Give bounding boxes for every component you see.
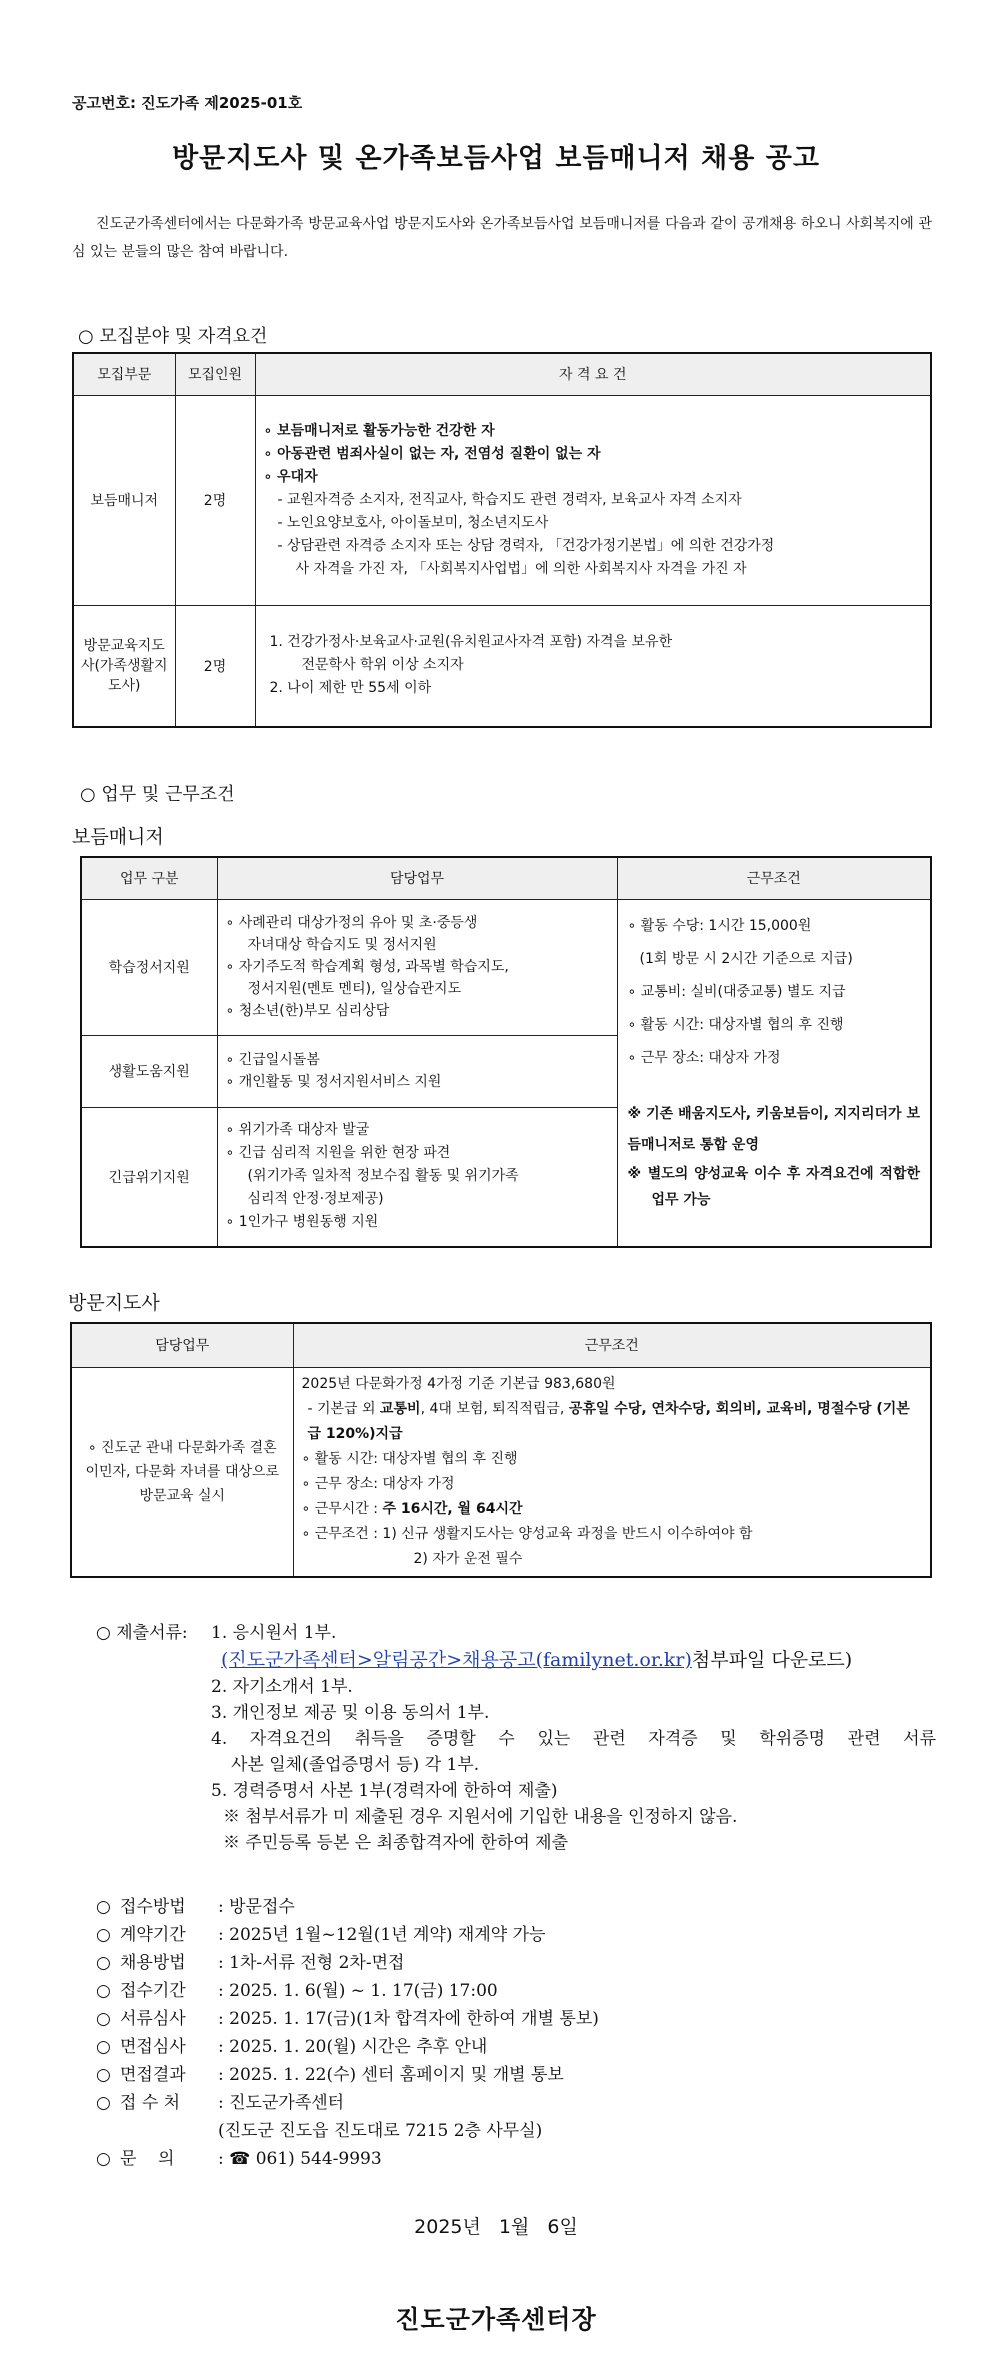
table-row xyxy=(71,1367,931,1577)
info-label: 접수방법 xyxy=(120,1897,186,1917)
condition-time: ∘ 활동 시간: 대상자별 협의 후 진행 xyxy=(301,1450,518,1467)
info-row xyxy=(96,2061,936,2089)
allow-mid: , 4대 보험, 퇴직적립금, xyxy=(420,1400,569,1417)
bodeum-note: ※ 기존 배움지도사, 키움보듬이, 지지리더가 보듬매니저로 통합 운영 xyxy=(627,1105,920,1153)
table-header-row xyxy=(71,1323,931,1367)
duty-item: ∘ 긴급일시돌봄 xyxy=(225,1052,320,1068)
info-value: : 2025. 1. 20(월) 시간은 추후 안내 xyxy=(218,2037,488,2057)
count-bodeum: 2명 xyxy=(175,395,255,605)
table-header-row xyxy=(73,353,931,395)
info-row xyxy=(96,2145,936,2173)
info-value: : ☎ 061) 544-9993 xyxy=(218,2149,382,2169)
info-label: 서류심사 xyxy=(120,2009,186,2029)
info-bullet: ○ xyxy=(96,2065,111,2085)
info-row xyxy=(96,1977,936,2005)
table-header-row xyxy=(81,857,931,899)
visit-duty: ∘ 진도군 관내 다문화가족 결혼이민자, 다문화 자녀를 대상으로 방문교육 실시 xyxy=(71,1367,293,1577)
table-row xyxy=(73,605,931,727)
section-duty-title: ○ 업무 및 근무조건 xyxy=(80,784,235,805)
duty-life xyxy=(217,1035,617,1107)
info-bullet: ○ xyxy=(96,1953,111,1973)
duty-item: 정서지원(멘토 멘티), 일상습관지도 xyxy=(247,981,462,997)
info-label: 계약기간 xyxy=(120,1925,186,1945)
reqs-bodeum xyxy=(255,395,931,605)
field-visit: 방문교육지도사(가족생활지도사) xyxy=(73,605,175,727)
doc-item: 3. 개인정보 제공 및 이용 동의서 1부. xyxy=(211,1703,490,1723)
hours-prefix: ∘ 근무시간 : xyxy=(301,1500,383,1517)
req-item: - 교원자격증 소지자, 전직교사, 학습지도 관련 경력자, 보육교사 자격 소지자 xyxy=(277,491,742,508)
req-item: - 노인요양보호사, 아이돌보미, 청소년지도사 xyxy=(277,514,549,531)
info-label: 채용방법 xyxy=(120,1953,186,1973)
visit-conditions xyxy=(293,1367,931,1577)
header-count: 모집인원 xyxy=(175,353,255,395)
link-suffix: 첨부파일 다운로드) xyxy=(691,1649,853,1671)
doc-item: 1. 응시원서 1부. xyxy=(211,1623,337,1643)
visit-duty-table xyxy=(70,1322,932,1578)
duty-item: ∘ 1인가구 병원동행 지원 xyxy=(225,1214,379,1231)
intro-paragraph: 진도군가족센터에서는 다문화가족 방문교육사업 방문지도사와 온가족보듬사업 보듬매니저를 다음과 같이 공개채용 하오니 사회복지에 관심 있는 분들의 많은 참여 바랍니다. xyxy=(72,216,932,260)
info-value: : 1차-서류 전형 2차-면접 xyxy=(218,1953,405,1973)
condition-item: ∘ 교통비: 실비(대중교통) 별도 지급 xyxy=(627,983,846,1000)
header-duty: 담당업무 xyxy=(71,1323,293,1367)
duty-item: ∘ 긴급 심리적 지원을 위한 현장 파견 xyxy=(225,1145,451,1162)
info-label: 접 수 처 xyxy=(120,2093,181,2113)
allow-prefix: - 기본급 외 xyxy=(307,1400,380,1417)
recruit-table xyxy=(72,352,932,728)
condition-item: (1회 방문 시 2시간 기준으로 지급) xyxy=(639,950,853,967)
duty-item: ∘ 개인활동 및 정서지원서비스 지원 xyxy=(225,1074,442,1090)
documents-label: ○ 제출서류: xyxy=(96,1623,188,1643)
visit-subtitle: 방문지도사 xyxy=(68,1292,160,1314)
bodeum-note: ※ 별도의 양성교육 이수 후 자격요건에 적합한 업무 가능 xyxy=(627,1165,920,1208)
info-row xyxy=(96,1949,936,1977)
info-bullet: ○ xyxy=(96,2149,111,2169)
allow-bold2: 공휴일 수당, 연차수당, 회의비, 교육비, 명절수당 (기본급 120%)지급 xyxy=(307,1400,910,1442)
info-row xyxy=(96,2117,936,2145)
condition-item: ∘ 근무 장소: 대상자 가정 xyxy=(627,1049,781,1066)
info-row xyxy=(96,1921,936,1949)
condition-item: ∘ 활동 시간: 대상자별 협의 후 진행 xyxy=(627,1016,844,1033)
info-bullet: ○ xyxy=(96,2093,111,2113)
doc-note: ※ 주민등록 등본 은 최종합격자에 한하여 제출 xyxy=(223,1833,569,1853)
duty-item: ∘ 사례관리 대상가정의 유아 및 초·중등생 xyxy=(225,915,478,931)
bodeum-duty-table xyxy=(80,856,932,1248)
duty-study xyxy=(217,899,617,1035)
doc-item: 5. 경력증명서 사본 1부(경력자에 한하여 제출) xyxy=(211,1781,558,1801)
info-value: : 2025. 1. 6(월) ~ 1. 17(금) 17:00 xyxy=(218,1981,498,2001)
documents-section xyxy=(96,1620,936,1856)
recruit-notice-link[interactable]: (진도군가족센터>알림공간>채용공고(familynet.or.kr) xyxy=(221,1649,692,1671)
count-visit: 2명 xyxy=(175,605,255,727)
bodeum-conditions xyxy=(617,899,931,1247)
info-row xyxy=(96,2005,936,2033)
doc-item: 사본 일체(졸업증명서 등) 각 1부. xyxy=(231,1755,480,1775)
duty-item: 심리적 안정·정보제공) xyxy=(247,1191,384,1208)
doc-link-row xyxy=(211,1646,936,1674)
req-item: 1. 건강가정사·보육교사·교원(유치원교사자격 포함) 자격을 보유한 xyxy=(269,634,673,651)
info-row xyxy=(96,2033,936,2061)
condition-item: ∘ 활동 수당: 1시간 15,000원 xyxy=(627,917,812,934)
info-value: : 진도군가족센터 xyxy=(218,2093,345,2113)
info-bullet: ○ xyxy=(96,1925,111,1945)
doc-note: ※ 첨부서류가 미 제출된 경우 지원서에 기입한 내용을 인정하지 않음. xyxy=(223,1807,738,1827)
req-item: 2. 나이 제한 만 55세 이하 xyxy=(269,680,432,697)
info-label: 면접결과 xyxy=(120,2065,186,2085)
duty-crisis xyxy=(217,1107,617,1247)
info-label: 접수기간 xyxy=(120,1981,186,2001)
header-field: 모집부문 xyxy=(73,353,175,395)
duty-item: ∘ 위기가족 대상자 발굴 xyxy=(225,1122,370,1139)
table-row xyxy=(73,395,931,605)
info-section xyxy=(96,1893,936,2173)
doc-item: 2. 자기소개서 1부. xyxy=(211,1677,353,1697)
info-row xyxy=(96,2089,936,2117)
allow-bold: 교통비 xyxy=(380,1400,421,1417)
header-requirements: 자 격 요 건 xyxy=(255,353,931,395)
info-value: : 2025년 1월~12월(1년 계약) 재계약 가능 xyxy=(218,1925,546,1945)
info-value: : 방문접수 xyxy=(218,1897,295,1917)
info-value: : 2025. 1. 17(금)(1차 합격자에 한하여 개별 통보) xyxy=(218,2009,599,2029)
condition-allowance xyxy=(302,1397,923,1447)
info-label: 문 의 xyxy=(120,2149,175,2169)
condition-hours xyxy=(302,1497,923,1522)
cat-crisis: 긴급위기지원 xyxy=(81,1107,217,1247)
header-conditions: 근무조건 xyxy=(293,1323,931,1367)
req-item: ∘ 우대자 xyxy=(263,468,318,485)
info-label: 면접심사 xyxy=(120,2037,186,2057)
duty-item: 자녀대상 학습지도 및 정서지원 xyxy=(247,937,437,953)
req-item: ∘ 아동관련 범죄사실이 없는 자, 전염성 질환이 없는 자 xyxy=(263,445,601,462)
doc-item: 4. 자격요건의 취득을 증명할 수 있는 관련 자격증 및 학위증명 관련 서류 xyxy=(211,1729,936,1749)
field-bodeum: 보듬매니저 xyxy=(73,395,175,605)
info-bullet: ○ xyxy=(96,2037,111,2057)
duty-item: (위기가족 일차적 정보수집 활동 및 위기가족 xyxy=(247,1168,519,1185)
section-recruit-title: ○ 모집분야 및 자격요건 xyxy=(78,326,268,347)
doc-row xyxy=(96,1620,936,1646)
cat-study: 학습정서지원 xyxy=(81,899,217,1035)
req-item: - 상담관련 자격증 소지자 또는 상담 경력자, 「건강가정기본법」에 의한 건강가정 xyxy=(277,537,775,554)
page-title: 방문지도사 및 온가족보듬사업 보듬매니저 채용 공고 xyxy=(172,143,820,174)
duty-item: ∘ 청소년(한)부모 심리상담 xyxy=(225,1003,390,1019)
info-bullet: ○ xyxy=(96,1897,111,1917)
header-duty: 담당업무 xyxy=(217,857,617,899)
duty-item: ∘ 자기주도적 학습계획 형성, 과목별 학습지도, xyxy=(225,959,509,975)
info-row xyxy=(96,1893,936,1921)
info-value: : 2025. 1. 22(수) 센터 홈페이지 및 개별 통보 xyxy=(218,2065,564,2085)
bodeum-subtitle: 보듬매니저 xyxy=(72,826,164,848)
notice-number: 공고번호: 진도가족 제2025-01호 xyxy=(72,94,303,112)
info-bullet: ○ xyxy=(96,2009,111,2029)
info-value: (진도군 진도읍 진도대로 7215 2층 사무실) xyxy=(218,2121,543,2141)
req-item: ∘ 보듬매니저로 활동가능한 건강한 자 xyxy=(263,422,495,439)
hours-bold: 주 16시간, 월 64시간 xyxy=(382,1500,523,1517)
condition-place: ∘ 근무 장소: 대상자 가정 xyxy=(301,1475,455,1492)
signer-name: 진도군가족센터장 xyxy=(395,2305,597,2334)
info-bullet: ○ xyxy=(96,1981,111,2001)
header-conditions: 근무조건 xyxy=(617,857,931,899)
header-category: 업무 구분 xyxy=(81,857,217,899)
condition-req2: 2) 자가 운전 필수 xyxy=(413,1550,523,1567)
req-item: 전문학사 학위 이상 소지자 xyxy=(301,657,464,674)
condition-salary: 2025년 다문화가정 4가정 기준 기본급 983,680원 xyxy=(301,1375,616,1392)
table-row xyxy=(81,899,931,1035)
notice-date: 2025년 1월 6일 xyxy=(414,2216,578,2238)
cat-life: 생활도움지원 xyxy=(81,1035,217,1107)
condition-req1: ∘ 근무조건 : 1) 신규 생활지도사는 양성교육 과정을 반드시 이수하여야 함 xyxy=(301,1525,753,1542)
reqs-visit xyxy=(255,605,931,727)
req-item: 사 자격을 가진 자, 「사회복지사업법」에 의한 사회복지사 자격을 가진 자 xyxy=(295,560,747,577)
